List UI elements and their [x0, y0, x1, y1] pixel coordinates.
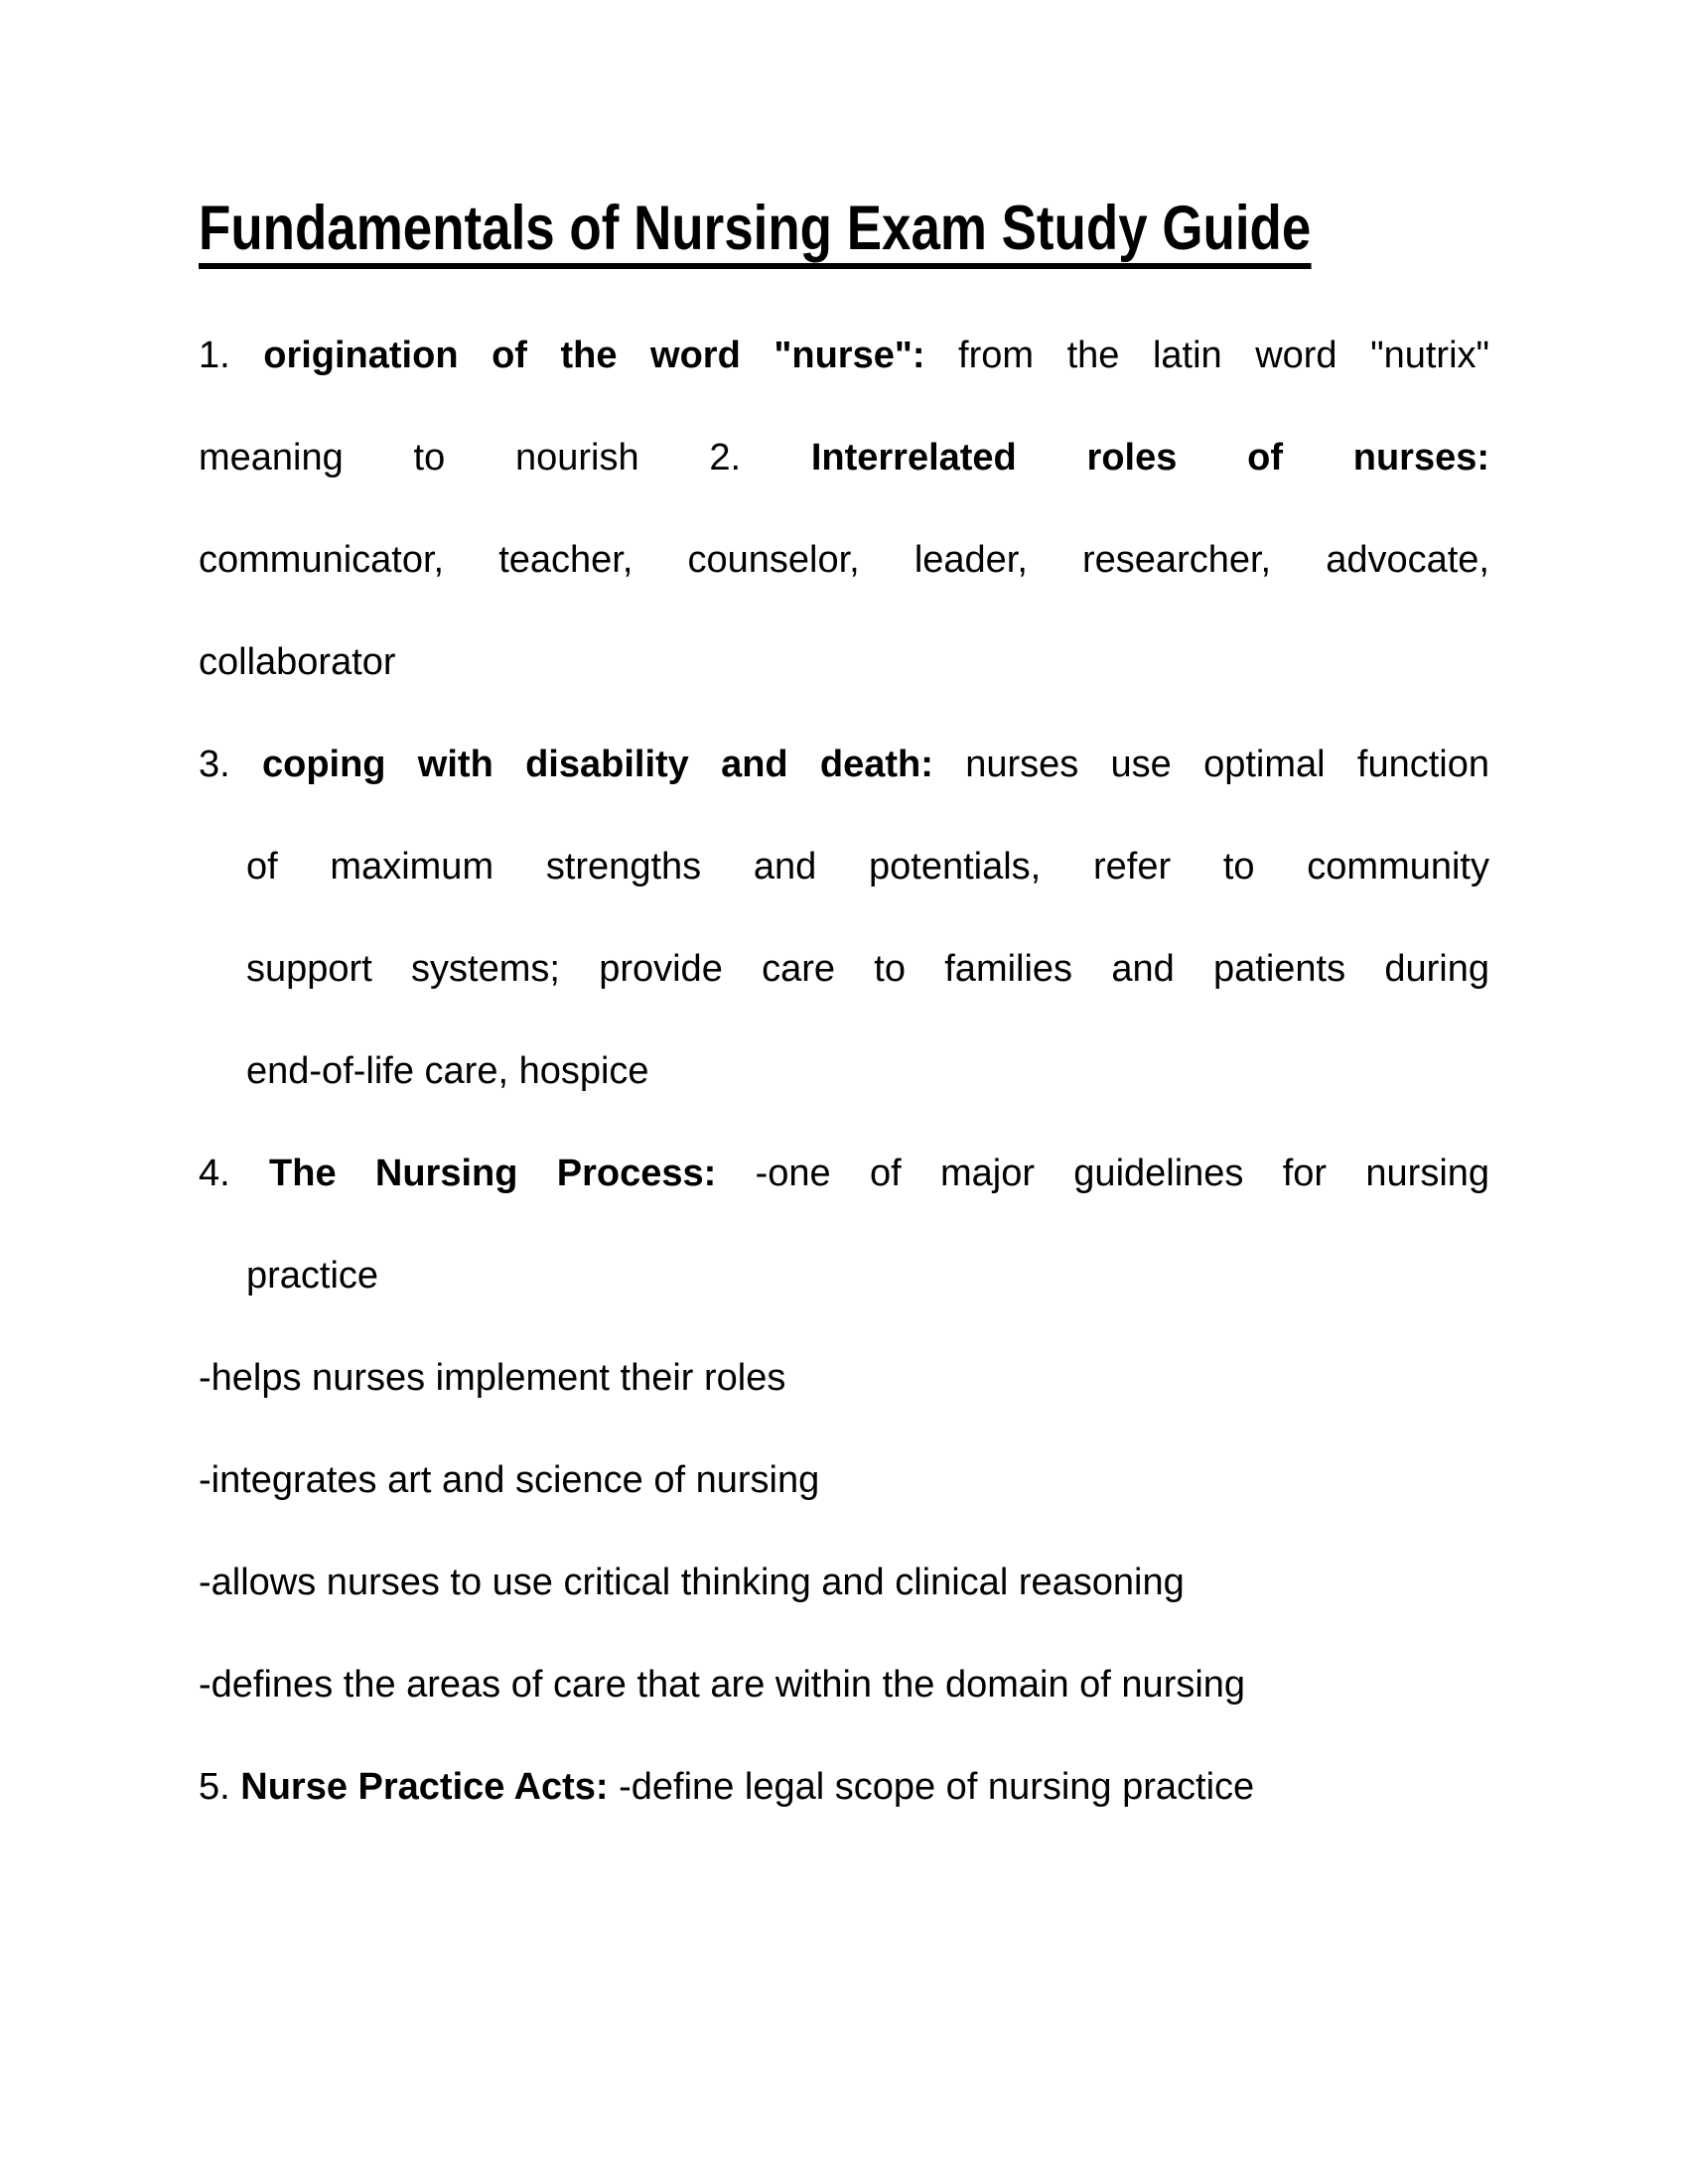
- text-segment: -one of major guidelines for nursing: [716, 1153, 1490, 1194]
- text-line: [199, 1532, 1489, 1634]
- document-body: [199, 305, 1489, 1839]
- text-line: [199, 305, 1489, 407]
- text-segment: -helps nurses implement their roles: [199, 1357, 786, 1399]
- bold-text-segment: Nurse Practice Acts:: [240, 1766, 609, 1808]
- text-segment: -defines the areas of care that are within the domain of nursing: [199, 1664, 1246, 1706]
- text-line: [199, 612, 1489, 714]
- text-line: [199, 816, 1489, 918]
- text-segment: -integrates art and science of nursing: [199, 1459, 820, 1501]
- text-line: [199, 1225, 1489, 1327]
- text-segment: meaning to nourish 2.: [199, 437, 811, 478]
- text-segment: 4.: [199, 1153, 270, 1194]
- text-segment: nurses use optimal function: [932, 744, 1489, 785]
- text-line: [199, 918, 1489, 1021]
- text-line: [199, 714, 1489, 816]
- text-line: [199, 407, 1489, 509]
- text-segment: 5.: [199, 1766, 241, 1808]
- text-line: [199, 1021, 1489, 1123]
- bold-text-segment: origination of the word "nurse":: [263, 335, 925, 376]
- text-line: [199, 1736, 1489, 1839]
- document-title-row: [199, 194, 1489, 269]
- text-line: [199, 1123, 1489, 1225]
- text-line: [199, 1327, 1489, 1430]
- text-segment: communicator, teacher, counselor, leader, researcher, advocate,: [199, 539, 1489, 581]
- text-line: [199, 1634, 1489, 1736]
- text-line: [199, 509, 1489, 612]
- text-segment: practice: [246, 1255, 379, 1297]
- text-segment: -define legal scope of nursing practice: [608, 1766, 1255, 1808]
- text-segment: of maximum strengths and potentials, refer to community: [246, 846, 1489, 887]
- text-segment: collaborator: [199, 641, 396, 683]
- bold-text-segment: The Nursing Process:: [269, 1153, 717, 1194]
- text-segment: 3.: [199, 744, 262, 785]
- text-segment: -allows nurses to use critical thinking and clinical reasoning: [199, 1562, 1185, 1603]
- document-title: Fundamentals of Nursing Exam Study Guide: [199, 198, 1311, 269]
- text-segment: support systems; provide care to families and patients during: [246, 948, 1489, 990]
- text-segment: end-of-life care, hospice: [246, 1050, 649, 1092]
- text-segment: from the latin word "nutrix": [924, 335, 1490, 376]
- bold-text-segment: coping with disability and death:: [261, 744, 933, 785]
- text-line: [199, 1430, 1489, 1532]
- bold-text-segment: Interrelated roles of nurses:: [810, 437, 1489, 478]
- text-segment: 1.: [199, 335, 264, 376]
